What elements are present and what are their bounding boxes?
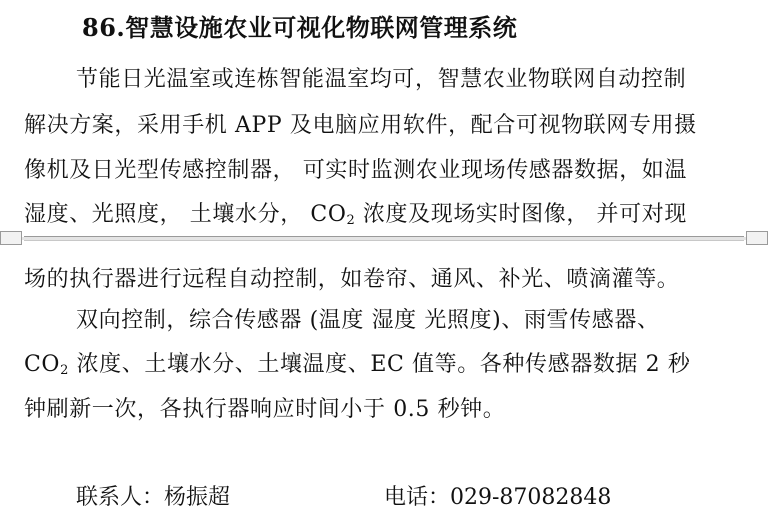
paragraph-line: 解决方案，采用手机 APP 及电脑应用软件，配合可视物联网专用摄 — [24, 113, 697, 138]
text-run: 湿度、光照度， 土壤水分， CO — [24, 202, 347, 227]
subscript: 2 — [346, 213, 356, 228]
paragraph-line — [24, 197, 744, 228]
page-break-rule — [24, 236, 744, 237]
paragraph-line — [24, 347, 744, 378]
page-break-marker-left — [0, 231, 22, 245]
paragraph-line: 钟刷新一次，各执行器响应时间小于 0.5 秒钟。 — [24, 397, 506, 422]
page-break-rule — [24, 240, 744, 241]
paragraph-line: 节能日光温室或连栋智能温室均可，智慧农业物联网自动控制 — [76, 67, 687, 92]
paragraph-line: 双向控制，综合传感器 (温度 湿度 光照度)、雨雪传感器、 — [76, 308, 660, 333]
document-title: 86.智慧设施农业可视化物联网管理系统 — [82, 13, 518, 42]
text-run: CO — [24, 352, 61, 377]
contact-phone: 电话：029-87082848 — [384, 485, 612, 510]
contact-person: 联系人：杨振超 — [76, 485, 231, 510]
subscript: 2 — [60, 363, 69, 378]
text-run: 浓度及现场实时图像， 并可对现 — [355, 202, 687, 227]
page-break-marker-right — [746, 231, 768, 245]
page-break — [0, 229, 768, 249]
paragraph-line: 场的执行器进行远程自动控制，如卷帘、通风、补光、喷滴灌等。 — [24, 267, 680, 292]
text-run: 浓度、土壤水分、土壤温度、EC 值等。各种传感器数据 2 秒 — [68, 352, 691, 377]
paragraph-line: 像机及日光型传感控制器， 可实时监测农业现场传感器数据，如温 — [24, 158, 687, 183]
